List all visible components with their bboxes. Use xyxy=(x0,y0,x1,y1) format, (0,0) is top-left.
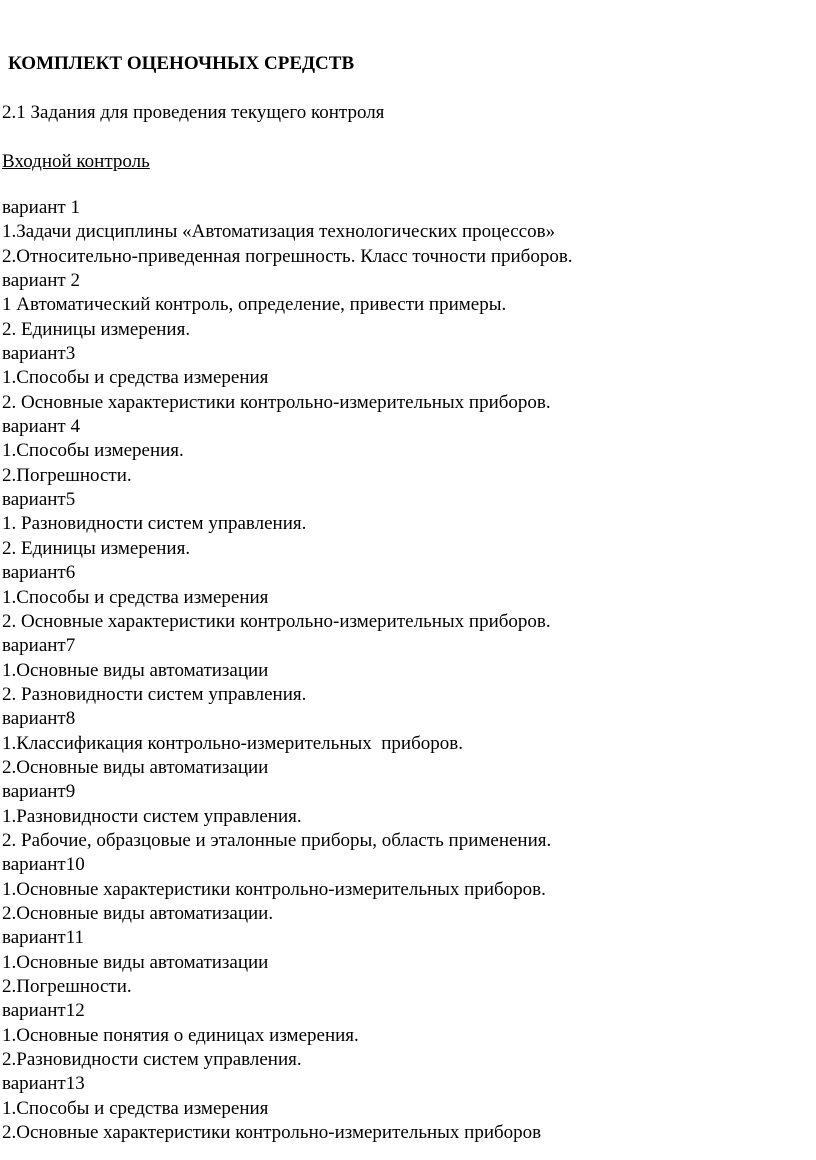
list-line: вариант3 xyxy=(2,343,76,365)
list-line: 1.Способы измерения. xyxy=(2,440,184,462)
list-line: вариант 1 xyxy=(2,197,80,218)
list-line: 2.Погрешности. xyxy=(2,464,132,486)
list-line: 1 Автоматический контроль, определение, привести примеры. xyxy=(2,294,507,316)
list-line: 2.Основные характеристики контрольно-измерительных приборов xyxy=(2,1122,542,1144)
list-line: 2. Основные характеристики контрольно-измерительных приборов. xyxy=(2,391,551,413)
list-line: вариант5 xyxy=(2,489,76,511)
list-line: 2.Основные виды автоматизации xyxy=(2,756,269,778)
list-line: вариант11 xyxy=(2,927,85,949)
list-line: вариант7 xyxy=(2,635,76,657)
list-line: 1.Задачи дисциплины «Автоматизация технологических процессов» xyxy=(2,221,556,243)
list-line: 2.Основные виды автоматизации. xyxy=(2,902,274,924)
variant-list xyxy=(2,196,573,1145)
list-line: 2. Единицы измерения. xyxy=(2,537,191,559)
document-title: КОМПЛЕКТ ОЦЕНОЧНЫХ СРЕДСТВ xyxy=(8,53,355,74)
subsection-heading: Входной контроль xyxy=(2,151,150,172)
list-line: вариант 2 xyxy=(2,270,80,292)
section-heading: 2.1 Задания для проведения текущего контроля xyxy=(2,102,385,123)
list-line: вариант13 xyxy=(2,1073,85,1095)
list-line: вариант12 xyxy=(2,1000,85,1022)
list-line: 2. Единицы измерения. xyxy=(2,318,191,340)
list-line: 1.Основные виды автоматизации xyxy=(2,951,269,973)
list-line: 2. Основные характеристики контрольно-измерительных приборов. xyxy=(2,610,551,632)
list-line: 1.Классификация контрольно-измерительных приборов. xyxy=(2,732,463,754)
list-line: 1.Основные понятия о единицах измерения. xyxy=(2,1024,359,1046)
list-line: 1.Разновидности систем управления. xyxy=(2,805,302,827)
list-line: 1.Основные виды автоматизации xyxy=(2,659,269,681)
list-line: вариант10 xyxy=(2,854,85,876)
list-line: вариант6 xyxy=(2,562,76,584)
list-line: вариант 4 xyxy=(2,416,80,438)
list-line: 1. Разновидности систем управления. xyxy=(2,513,307,535)
list-line: 2.Относительно-приведенная погрешность. Класс точности приборов. xyxy=(2,245,573,267)
list-line: 2. Рабочие, образцовые и эталонные приборы, область применения. xyxy=(2,829,552,851)
list-line: вариант8 xyxy=(2,708,76,730)
list-line: вариант9 xyxy=(2,781,76,803)
list-line: 2.Разновидности систем управления. xyxy=(2,1049,302,1071)
list-line: 2.Погрешности. xyxy=(2,976,132,997)
list-line: 1.Основные характеристики контрольно-измерительных приборов. xyxy=(2,878,546,900)
list-line: 2. Разновидности систем управления. xyxy=(2,683,307,705)
list-line: 1.Способы и средства измерения xyxy=(2,367,269,389)
list-line: 1.Способы и средства измерения xyxy=(2,586,269,608)
list-line: 1.Способы и средства измерения xyxy=(2,1097,269,1119)
